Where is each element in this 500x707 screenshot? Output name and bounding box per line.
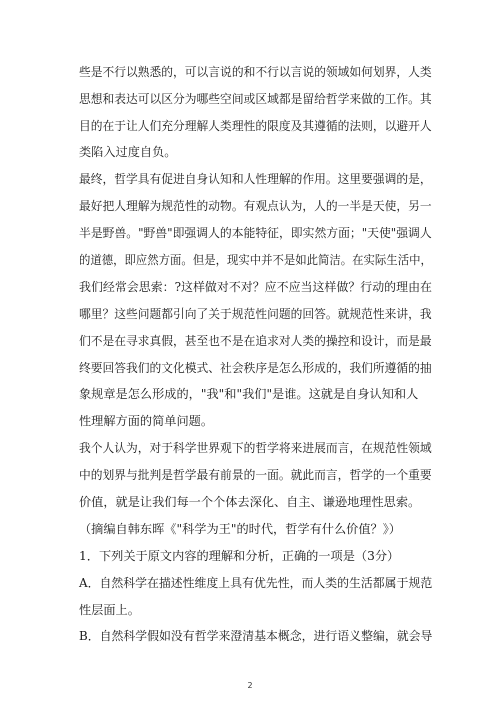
text-line: 中的划界与批判是哲学最有前景的一面。就此而言，哲学的一个重要 xyxy=(79,468,432,482)
text-line: 象规章是怎么形成的，"我"和"我们"是谁。这就是自身认知和人 xyxy=(79,387,419,401)
text-line: 思想和表达可以区分为哪些空间或区域都是留给哲学来做的工作。其 xyxy=(79,92,432,106)
text-line: 最好把人理解为规范性的动物。有观点认为，人的一半是天使，另一 xyxy=(79,199,432,213)
text-line: 价值，就是让我们每一个个体去深化、自主、谦逊地理性思索。 xyxy=(79,495,421,509)
option-a-continued: 性层面上。 xyxy=(79,603,140,617)
text-line: 最终，哲学具有促进自身认知和人性理解的作用。这里要强调的是， xyxy=(79,172,432,186)
text-line: 目的在于让人们充分理解人类理性的限度及其遵循的法则，以避开人 xyxy=(79,119,432,133)
text-line: 我个人认为，对于科学世界观下的哲学将来进展而言，在规范性领域 xyxy=(79,441,432,455)
question-stem: 1．下列关于原文内容的理解和分析，正确的一项是（3分） xyxy=(79,549,400,563)
text-line: 半是野兽。"野兽"即强调人的本能特征，即实然方面；"天使"强调人 xyxy=(79,226,432,240)
text-line: 的道德，即应然方面。但是，现实中并不是如此简洁。在实际生活中， xyxy=(79,253,432,267)
text-line: 类陷入过度自负。 xyxy=(79,145,177,159)
text-line: 们不是在寻求真假，甚至也不是在追求对人类的操控和设计，而是最 xyxy=(79,334,432,348)
page-number: 2 xyxy=(247,681,253,690)
text-line: 哪里？这些问题都引向了关于规范性问题的回答。就规范性来讲，我 xyxy=(79,307,432,321)
option-a: A．自然科学在描述性维度上具有优先性，而人类的生活都属于规范 xyxy=(79,576,433,590)
text-line: 些是不行以熟悉的，可以言说的和不行以言说的领域如何划界，人类 xyxy=(79,65,432,79)
source-citation: （摘编自韩东晖《"科学为王"的时代，哲学有什么价值？》） xyxy=(79,522,401,536)
text-line: 终要回答我们的文化模式、社会秩序是怎么形成的，我们所遵循的抽 xyxy=(79,361,432,375)
text-line: 我们经常会思索：?这样做对不对？应不应当这样做？行动的理由在 xyxy=(79,280,433,294)
text-line: 性理解方面的简单问题。 xyxy=(79,414,214,428)
option-b: B．自然科学假如没有哲学来澄清基本概念，进行语义整编，就会导 xyxy=(79,629,433,643)
